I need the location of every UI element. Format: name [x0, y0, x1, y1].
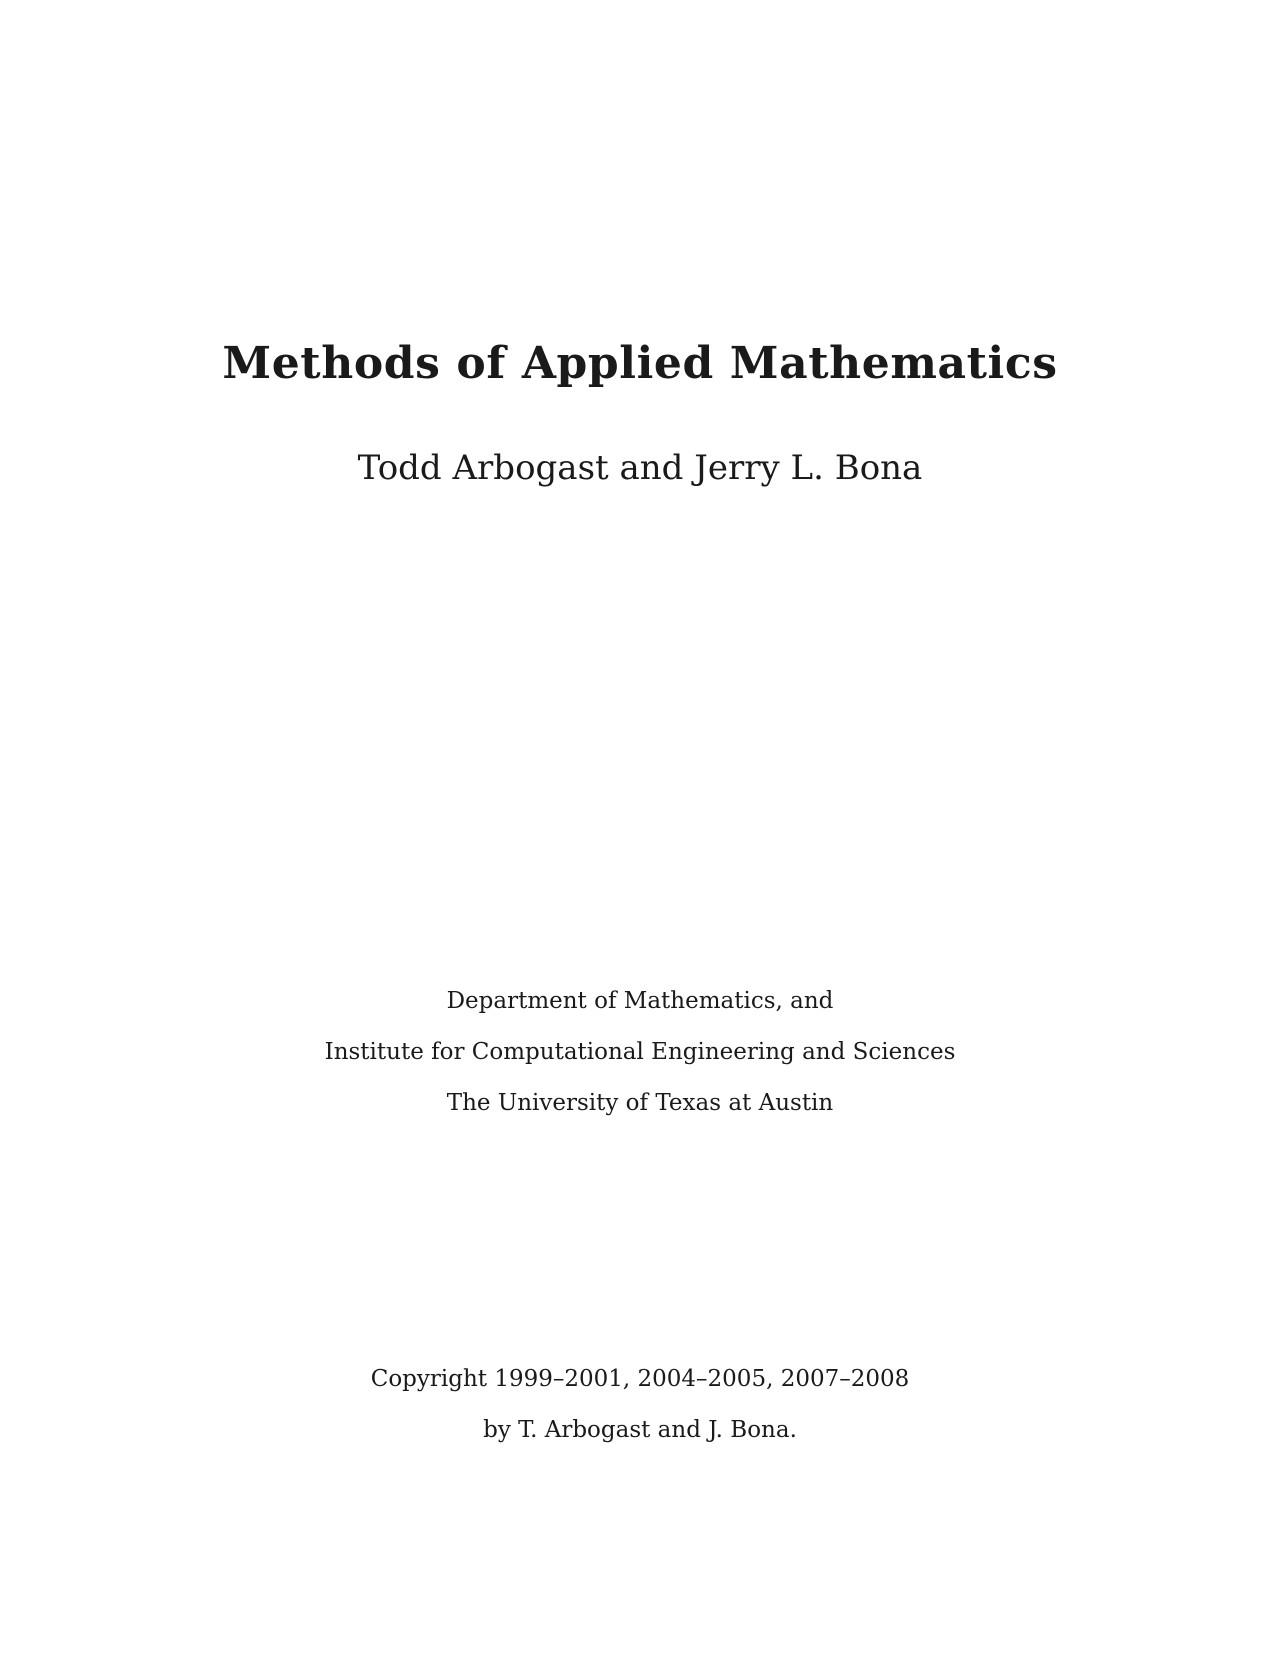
affiliation-line: Institute for Computational Engineering and Sciences — [324, 1039, 956, 1065]
authors: Todd Arbogast and Jerry L. Bona — [357, 448, 923, 488]
copyright-line: Copyright 1999–2001, 2004–2005, 2007–2008 — [370, 1366, 910, 1392]
affiliation-line: The University of Texas at Austin — [446, 1090, 834, 1116]
copyright-line: by T. Arbogast and J. Bona. — [483, 1417, 797, 1443]
affiliation-line: Department of Mathematics, and — [446, 988, 834, 1014]
document-title: Methods of Applied Mathematics — [222, 338, 1058, 389]
